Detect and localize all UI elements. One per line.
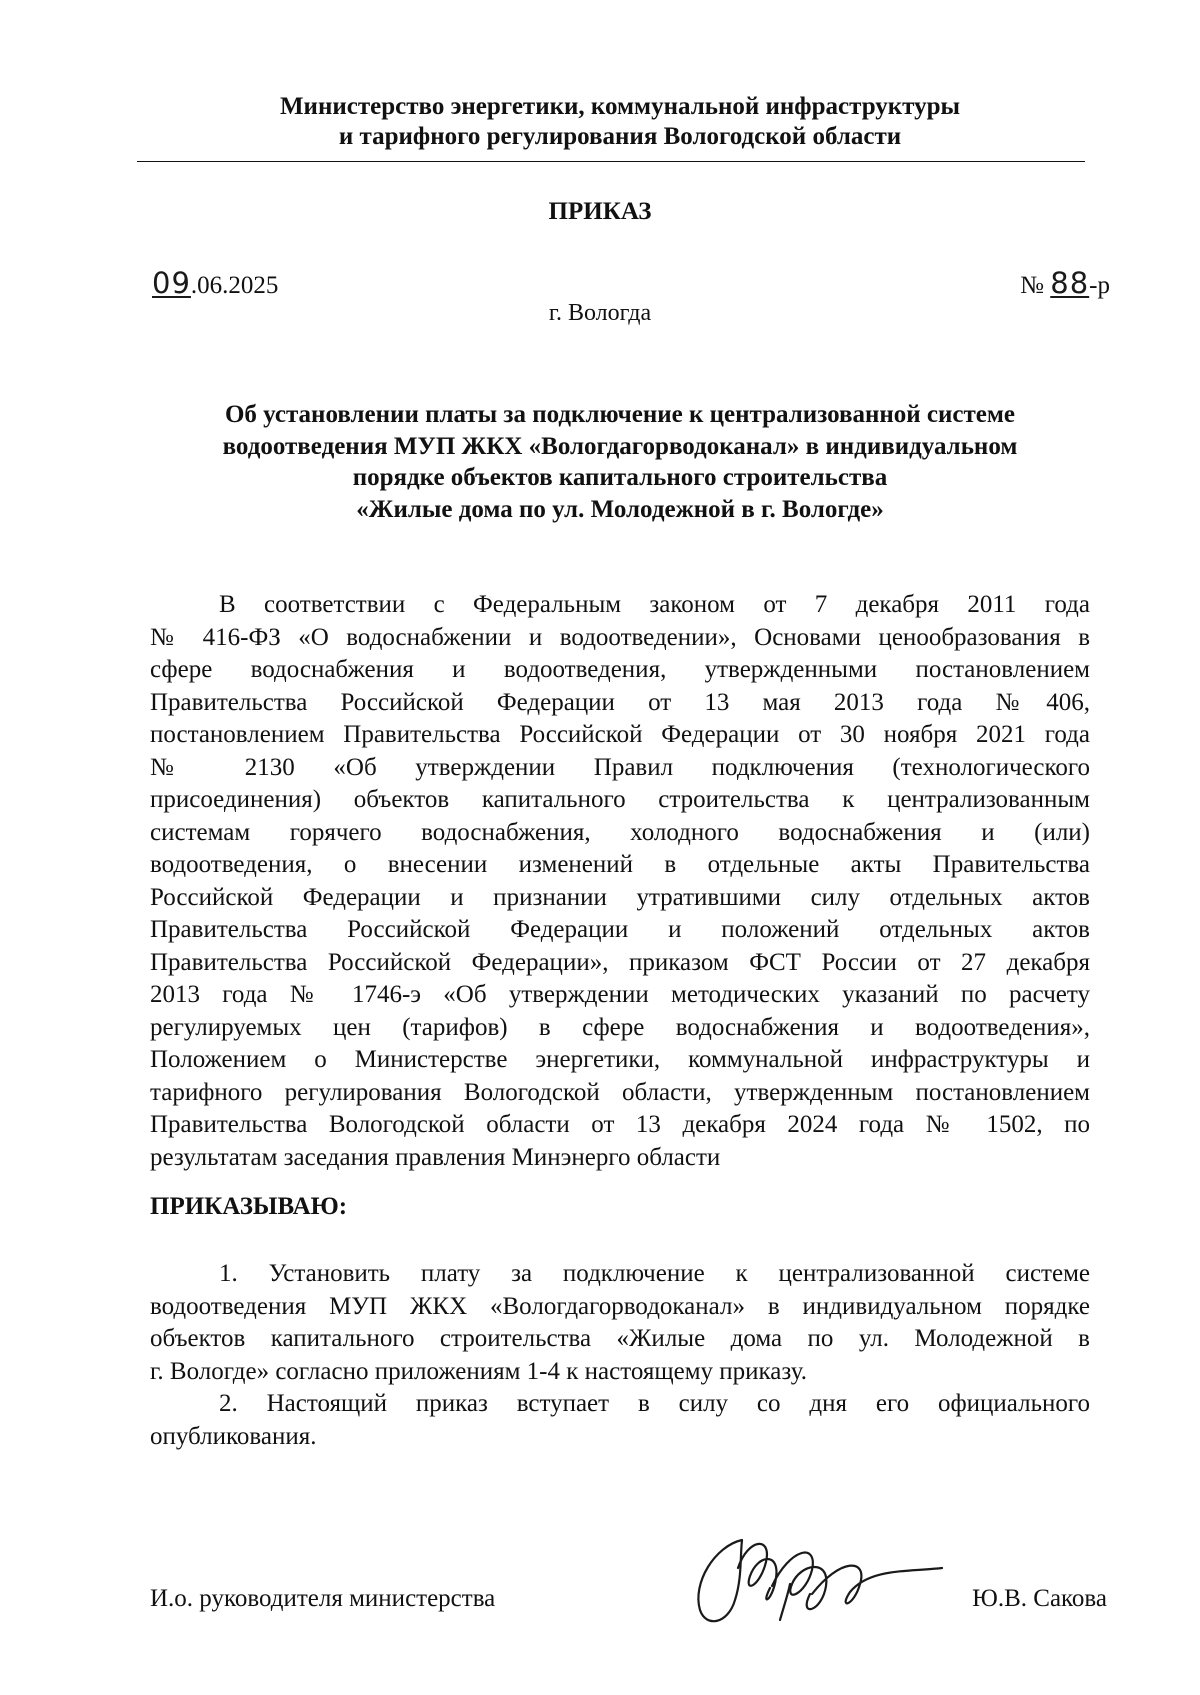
header-divider: [137, 161, 1085, 162]
preamble-line: Российской Федерации и признании утратившими силу отдельных актов: [150, 883, 1090, 911]
handwritten-number: 88: [1050, 266, 1090, 300]
order-city: г. Вологда: [548, 300, 652, 326]
subject-line: водоотведения МУП ЖКХ «Вологдагорводоканал» в индивидуальном: [222, 432, 1018, 460]
order-subject: [140, 399, 1100, 525]
order-items: [150, 1258, 1090, 1453]
preamble-line: тарифного регулирования Вологодской области, утвержденным постановлением: [150, 1078, 1090, 1106]
preamble-line: регулируемых цен (тарифов) в сфере водоснабжения и водоотведения»,: [150, 1013, 1090, 1041]
signatory-position: И.о. руководителя министерства: [150, 1585, 496, 1612]
item-1-line: водоотведения МУП ЖКХ «Вологдагорводоканал» в индивидуальном порядке: [150, 1292, 1090, 1320]
order-date: [152, 266, 278, 300]
item-1-line: г. Вологде» согласно приложениям 1-4 к настоящему приказу.: [150, 1357, 807, 1385]
subject-line: порядке объектов капитального строительства: [352, 464, 888, 491]
preamble-line: сфере водоснабжения и водоотведения, утвержденными постановлением: [150, 656, 1090, 683]
preamble-line: системам горячего водоснабжения, холодного водоснабжения и (или): [150, 818, 1090, 846]
ministry-name-line-1: Министерство энергетики, коммунальной инфраструктуры: [279, 93, 961, 120]
preamble-line: В соответствии с Федеральным законом от 7 декабря 2011 года: [219, 591, 1090, 618]
number-prefix: №: [1020, 272, 1051, 299]
preamble-line: 2013 года № 1746-э «Об утверждении методических указаний по расчету: [150, 981, 1090, 1008]
item-1-line: 1. Установить плату за подключение к централизованной системе: [219, 1260, 1090, 1287]
preamble-line: водоотведения, о внесении изменений в отдельные акты Правительства: [150, 851, 1090, 878]
preamble-line: присоединения) объектов капитального строительства к централизованным: [150, 786, 1090, 813]
number-suffix: -р: [1089, 272, 1110, 299]
subject-line: «Жилые дома по ул. Молодежной в г. Вологде»: [356, 495, 884, 523]
preamble-line: Правительства Вологодской области от 13 декабря 2024 года № 1502, по: [150, 1111, 1090, 1138]
subject-line: Об установлении платы за подключение к централизованной системе: [224, 401, 1016, 428]
item-2-line: 2. Настоящий приказ вступает в силу со дня его официального: [219, 1390, 1090, 1417]
preamble-line: Правительства Российской Федерации», приказом ФСТ России от 27 декабря: [150, 948, 1090, 976]
handwritten-signature: [680, 1528, 950, 1638]
date-month-year: .06.2025: [190, 272, 279, 299]
item-1-line: объектов капитального строительства «Жилые дома по ул. Молодежной в: [150, 1325, 1090, 1352]
ministry-name-line-2: и тарифного регулирования Вологодской области: [338, 123, 902, 150]
ministry-header: [140, 92, 1100, 152]
preamble-line: Положением о Министерстве энергетики, коммунальной инфраструктуры и: [150, 1046, 1090, 1073]
order-number: [1020, 266, 1110, 300]
signatory-name: Ю.В. Сакова: [972, 1585, 1107, 1612]
preamble-line: постановлением Правительства Российской Федерации от 30 ноября 2021 года: [150, 721, 1090, 748]
preamble-paragraph: [150, 589, 1090, 1174]
preamble-line: Правительства Российской Федерации от 13 мая 2013 года №406,: [150, 688, 1090, 716]
handwritten-day: 09: [152, 266, 191, 300]
document-title: ПРИКАЗ: [548, 198, 652, 225]
preamble-line: № 416-ФЗ «О водоснабжении и водоотведении», Основами ценообразования в: [150, 623, 1090, 651]
preamble-line: результатам заседания правления Минэнерго области: [150, 1143, 721, 1171]
preamble-line: № 2130 «Об утверждении Правил подключения (технологического: [150, 753, 1090, 781]
preamble-line: Правительства Российской Федерации и положений отдельных актов: [150, 916, 1090, 943]
item-2-line: опубликования.: [150, 1422, 317, 1450]
decree-word: ПРИКАЗЫВАЮ:: [150, 1193, 348, 1220]
